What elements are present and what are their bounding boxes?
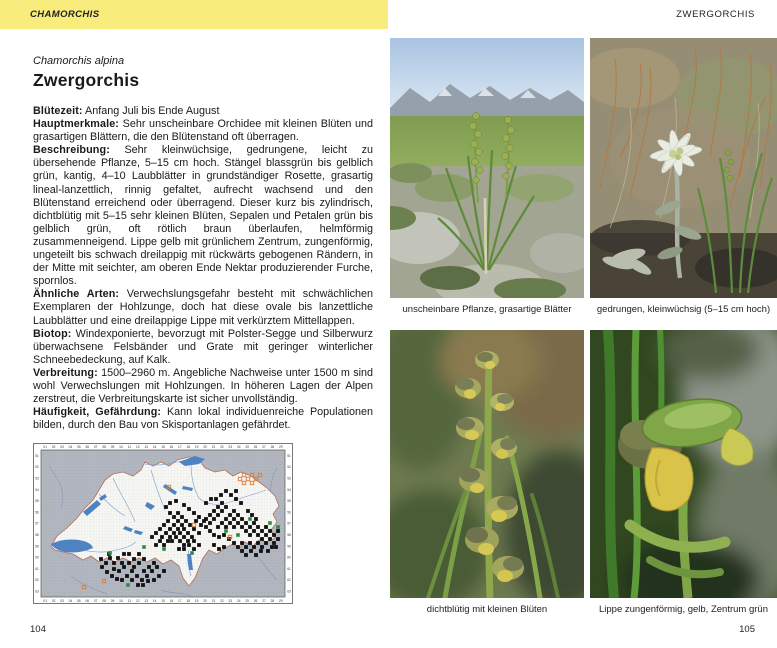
svg-text:20: 20 (203, 445, 207, 450)
svg-text:59: 59 (35, 544, 39, 549)
svg-text:03: 03 (60, 445, 64, 450)
svg-text:52: 52 (35, 465, 39, 470)
page-number-left: 104 (30, 624, 46, 635)
svg-text:01: 01 (43, 445, 47, 450)
section-label: Hauptmerkmale: (33, 118, 120, 131)
caption-edelweiss: gedrungen, kleinwüchsig (5–15 cm hoch) (596, 304, 771, 315)
svg-text:02: 02 (51, 599, 56, 604)
svg-text:11: 11 (127, 445, 132, 450)
svg-text:25: 25 (245, 599, 249, 604)
caption-habit: unscheinbare Pflanze, grasartige Blätter (402, 304, 572, 315)
section-text: Sehr kleinwüchsige, gedrungene, leicht zu übersehende Pflanze, 5–15 cm hoch. Stängel blassgrün bis gelblich grün, kantig, 4–10 Laubblätter in grundständiger Rosette, grasartig lineal-lanzettlich, rinnig gefaltet, aufrecht wachsend und den Blütenstand erreichend oder überragend. Dieser kurz bis zylindrisch, dichtblütig mit 5–15 sehr kleinen Blüten, Sepalen und Petalen grün bis gelblich grün, oft rötlich braun überlaufen, helmförmig zusammenneigend. Lippe gelb mit grünlichem Zentrum, zungenförmig, ungeteilt bis schwach dreilappig mit rückwärts gebogenen Rändern, in der Mitte mit seichter, am oberen Ende Nektar produzierender Furche, spornlos. (33, 144, 373, 288)
svg-text:11: 11 (127, 599, 132, 604)
svg-text:01: 01 (43, 599, 47, 604)
svg-text:61: 61 (287, 567, 291, 572)
svg-text:15: 15 (161, 599, 165, 604)
svg-text:57: 57 (35, 522, 39, 527)
svg-text:12: 12 (135, 445, 140, 450)
svg-text:03: 03 (60, 599, 64, 604)
svg-text:05: 05 (77, 599, 81, 604)
genus-header-label: CHAMORCHIS (30, 9, 100, 20)
photo-lip-macro-image (590, 330, 777, 598)
svg-text:62: 62 (287, 578, 291, 583)
section-text: Kann lokal individuenreiche Populationen bilden, durch den Bau von Skisportanlagen gefährdet. (33, 406, 373, 432)
photo-edelweiss-image (590, 38, 777, 298)
svg-text:08: 08 (102, 445, 106, 450)
section-label: Beschreibung: (33, 144, 110, 157)
svg-text:58: 58 (287, 533, 291, 538)
svg-text:26: 26 (253, 445, 258, 450)
section-biotop (33, 328, 373, 367)
svg-text:04: 04 (68, 445, 73, 450)
svg-text:63: 63 (287, 589, 291, 594)
svg-text:55: 55 (287, 499, 291, 504)
section-label: Verbreitung: (33, 366, 98, 379)
svg-text:61: 61 (35, 567, 39, 572)
svg-text:17: 17 (178, 445, 182, 450)
svg-text:58: 58 (35, 533, 39, 538)
svg-text:12: 12 (135, 599, 140, 604)
section-label: Ähnliche Arten: (33, 288, 120, 301)
svg-text:56: 56 (35, 510, 39, 515)
svg-text:63: 63 (35, 589, 39, 594)
section-text: Anfang Juli bis Ende August (85, 105, 220, 117)
section-text: 1500–2960 m. Angebliche Nachweise unter 1500 m sind wohl Verwechslungen mit Hohlzungen. In höheren Lagen der Alpen zerstreut, die Verbreitungskarte ist sicher unvollständig. (33, 366, 373, 406)
svg-text:57: 57 (287, 522, 291, 527)
svg-text:23: 23 (228, 445, 233, 450)
section-aehnliche-arten (33, 288, 373, 327)
svg-text:02: 02 (51, 445, 56, 450)
svg-text:07: 07 (93, 599, 98, 604)
photo-inflorescence-image (390, 330, 584, 598)
svg-text:22: 22 (220, 599, 224, 604)
svg-text:27: 27 (262, 445, 266, 450)
photo-habit (390, 38, 584, 298)
svg-text:10: 10 (119, 599, 123, 604)
svg-text:28: 28 (270, 445, 275, 450)
section-hauptmerkmale (33, 118, 373, 144)
photo-edelweiss (590, 38, 777, 298)
svg-text:26: 26 (253, 599, 258, 604)
svg-text:24: 24 (236, 445, 241, 450)
svg-text:20: 20 (203, 599, 207, 604)
svg-text:18: 18 (186, 445, 191, 450)
photo-inflorescence (390, 330, 584, 598)
page-title: Zwergorchis (33, 70, 140, 90)
svg-text:54: 54 (35, 488, 39, 493)
section-text: Windexponierte, bevorzugt mit Polster-Segge und Silberwurz überwachsene Felsbänder und Grate mit geringer winterlicher Schneebedeckung, auf Kalk. (33, 327, 373, 366)
svg-text:23: 23 (228, 599, 233, 604)
svg-text:54: 54 (287, 488, 291, 493)
svg-text:60: 60 (35, 555, 39, 560)
svg-text:59: 59 (287, 544, 291, 549)
section-beschreibung (33, 144, 373, 288)
photo-habit-image (390, 38, 584, 298)
svg-text:16: 16 (169, 445, 174, 450)
svg-text:52: 52 (287, 465, 291, 470)
svg-text:19: 19 (194, 599, 199, 604)
section-label: Häufigkeit, Gefährdung: (33, 406, 162, 419)
svg-text:51: 51 (287, 454, 291, 459)
svg-text:29: 29 (279, 599, 283, 604)
svg-text:27: 27 (262, 599, 266, 604)
svg-text:60: 60 (287, 555, 291, 560)
section-bluetezeit (33, 105, 373, 118)
svg-text:53: 53 (287, 476, 291, 481)
distribution-map (33, 443, 293, 604)
svg-text:51: 51 (35, 454, 39, 459)
svg-text:56: 56 (287, 510, 291, 515)
section-haeufigkeit (33, 406, 373, 432)
svg-text:15: 15 (161, 445, 165, 450)
running-head-right: ZWERGORCHIS (676, 9, 755, 20)
scientific-name: Chamorchis alpina (33, 55, 125, 67)
svg-text:21: 21 (211, 599, 216, 604)
section-verbreitung (33, 367, 373, 406)
svg-text:24: 24 (236, 599, 241, 604)
svg-text:19: 19 (194, 445, 199, 450)
svg-text:29: 29 (279, 445, 283, 450)
svg-text:28: 28 (270, 599, 275, 604)
svg-text:53: 53 (35, 476, 39, 481)
svg-text:09: 09 (110, 599, 115, 604)
section-label: Biotop: (33, 327, 72, 340)
svg-text:62: 62 (35, 578, 39, 583)
section-label: Blütezeit: (33, 105, 83, 117)
svg-text:07: 07 (93, 445, 98, 450)
svg-text:16: 16 (169, 599, 174, 604)
svg-text:25: 25 (245, 445, 249, 450)
svg-text:05: 05 (77, 445, 81, 450)
svg-text:10: 10 (119, 445, 123, 450)
svg-text:18: 18 (186, 599, 191, 604)
svg-text:06: 06 (85, 599, 90, 604)
text-column (33, 55, 373, 604)
page-number-right: 105 (739, 624, 755, 635)
distribution-map-svg (33, 443, 293, 604)
svg-text:17: 17 (178, 599, 182, 604)
svg-text:04: 04 (68, 599, 73, 604)
svg-text:22: 22 (220, 445, 224, 450)
svg-text:21: 21 (211, 445, 216, 450)
svg-text:09: 09 (110, 445, 115, 450)
svg-text:55: 55 (35, 499, 39, 504)
section-text: Verwechslungsgefahr besteht mit schwächlichen Exemplaren der Hohlzunge, doch hat diese ovale bis lanzettliche Laubblätter und eine dreilappige Lippe mit verkürztem Mittellappen. (33, 288, 374, 327)
caption-lip-macro: Lippe zungenförmig, gelb, Zentrum grün (599, 604, 768, 615)
svg-text:14: 14 (152, 599, 157, 604)
caption-inflorescence: dichtblütig mit kleinen Blüten (426, 604, 548, 615)
photo-lip-macro (590, 330, 777, 598)
svg-text:06: 06 (85, 445, 90, 450)
section-text: Sehr unscheinbare Orchidee mit kleinen Blüten und grasartigen Blättern, die den Blütenstand oft überragen. (33, 118, 374, 144)
svg-text:08: 08 (102, 599, 106, 604)
map-plot (41, 450, 285, 597)
svg-text:13: 13 (144, 445, 148, 450)
svg-text:13: 13 (144, 599, 148, 604)
svg-text:14: 14 (152, 445, 157, 450)
